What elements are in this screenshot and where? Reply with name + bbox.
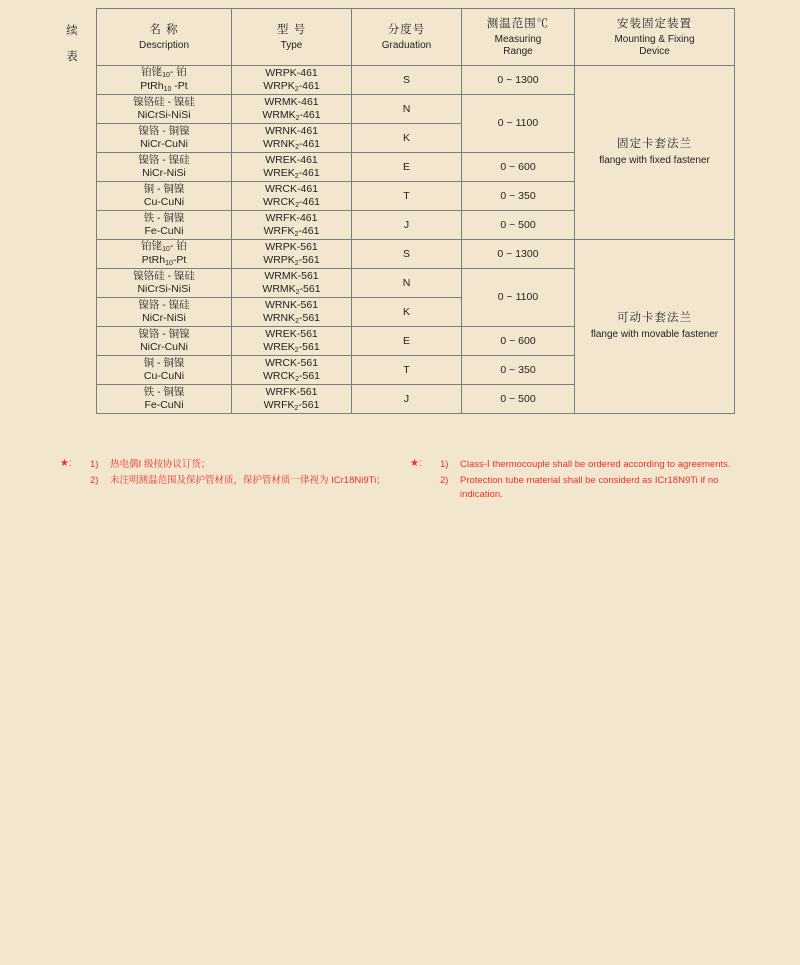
cell-graduation: J <box>352 385 462 414</box>
footnote-item: 2) Protection tube material shall be considerd as ICr18N9Ti if no indication. <box>440 475 719 500</box>
cell-description: 镍铬硅 - 镍硅 NiCrSi-NiSi <box>97 95 232 124</box>
cell-type: WRPK-461 $WRPK_2-461$ <box>232 66 352 95</box>
table-row <box>97 66 735 95</box>
cell-description: 铂铑$_{10}$- 铂 PtRh$_{10}$-Pt <box>97 240 232 269</box>
specification-table <box>96 8 735 414</box>
header-description: 名 称 Description <box>97 9 232 66</box>
cell-graduation: K <box>352 298 462 327</box>
header-measuring-range: 测温范围℃ Measuring Range <box>462 9 575 66</box>
cell-description: 镍铬 - 铜镍 NiCr-CuNi <box>97 327 232 356</box>
cell-type: WRCK-461 $WRCK_2-461$ <box>232 182 352 211</box>
cell-type: WRFK-461 $WRFK_2-461$ <box>232 211 352 240</box>
continuation-label-line2: 表 <box>66 51 78 63</box>
cell-range: 0 ~ 350 <box>462 182 575 211</box>
header-graduation: 分度号 Graduation <box>352 9 462 66</box>
cell-range: 0 ~ 350 <box>462 356 575 385</box>
cell-graduation: T <box>352 182 462 211</box>
cell-description: 铁 - 铜镍 Fe-CuNi <box>97 211 232 240</box>
cell-type: WREK-461 $WREK_2-461$ <box>232 153 352 182</box>
header-type: 型 号 Type <box>232 9 352 66</box>
cell-type: WRMK-461 $WRMK_2-461$ <box>232 95 352 124</box>
cell-description: 镍铬 - 镍硅 NiCr-NiSi <box>97 298 232 327</box>
cell-mounting-movable: 可动卡套法兰 flange with movable fastener <box>575 240 735 414</box>
star-icon: ★: <box>410 458 422 469</box>
cell-mounting-fixed: 固定卡套法兰 flange with fixed fastener <box>575 66 735 240</box>
header-mounting-device: 安装固定装置 Mounting & Fixing Device <box>575 9 735 66</box>
footnote-item: 1) Class-Ⅰ thermocouple shall be ordered according to agreements. <box>440 459 731 470</box>
cell-graduation: J <box>352 211 462 240</box>
cell-type: WRNK-461 $WRNK_2-461$ <box>232 124 352 153</box>
cell-type: WRFK-561 $WRFK_2-561$ <box>232 385 352 414</box>
cell-range: 0 ~ 1100 <box>462 269 575 327</box>
continuation-label-line1: 续 <box>66 25 78 37</box>
cell-graduation: K <box>352 124 462 153</box>
cell-graduation: S <box>352 66 462 95</box>
cell-range: 0 ~ 1300 <box>462 66 575 95</box>
table-row <box>97 240 735 269</box>
cell-range: 0 ~ 600 <box>462 327 575 356</box>
cell-description: 铂铑$_{10}$- 铂 PtRh$_{10}$ -Pt <box>97 66 232 95</box>
footnotes-english <box>410 458 760 504</box>
footnote-item: 1) 热电偶Ⅰ 级按协议订货； <box>90 459 211 470</box>
table-header-row <box>97 9 735 66</box>
cell-graduation: S <box>352 240 462 269</box>
cell-type: WRCK-561 $WRCK_2-561$ <box>232 356 352 385</box>
cell-type: WRPK-561 $WRPK_2-561$ <box>232 240 352 269</box>
star-icon: ★: <box>60 458 72 469</box>
cell-description: 镍铬硅 - 镍硅 NiCrSi-NiSi <box>97 269 232 298</box>
cell-type: WREK-561 $WREK_2-561$ <box>232 327 352 356</box>
continuation-label <box>52 18 92 70</box>
cell-description: 镍铬 - 铜镍 NiCr-CuNi <box>97 124 232 153</box>
cell-type: WRNK-561 $WRNK_2-561$ <box>232 298 352 327</box>
cell-graduation: N <box>352 95 462 124</box>
cell-type: WRMK-561 $WRMK_2-561$ <box>232 269 352 298</box>
cell-graduation: N <box>352 269 462 298</box>
cell-graduation: T <box>352 356 462 385</box>
specification-table-wrapper <box>96 8 734 414</box>
cell-range: 0 ~ 500 <box>462 385 575 414</box>
cell-description: 镍铬 - 镍硅 NiCr-NiSi <box>97 153 232 182</box>
cell-description: 铜 - 铜镍 Cu-CuNi <box>97 182 232 211</box>
footnote-item: 2) 未注明测温范围及保护管材质，保护管材质一律视为 ICr18Ni9Ti； <box>90 475 386 486</box>
cell-description: 铁 - 铜镍 Fe-CuNi <box>97 385 232 414</box>
cell-graduation: E <box>352 153 462 182</box>
cell-range: 0 ~ 500 <box>462 211 575 240</box>
footnotes-chinese <box>60 458 390 490</box>
cell-range: 0 ~ 1100 <box>462 95 575 153</box>
cell-graduation: E <box>352 327 462 356</box>
cell-description: 铜 - 铜镍 Cu-CuNi <box>97 356 232 385</box>
cell-range: 0 ~ 1300 <box>462 240 575 269</box>
cell-range: 0 ~ 600 <box>462 153 575 182</box>
